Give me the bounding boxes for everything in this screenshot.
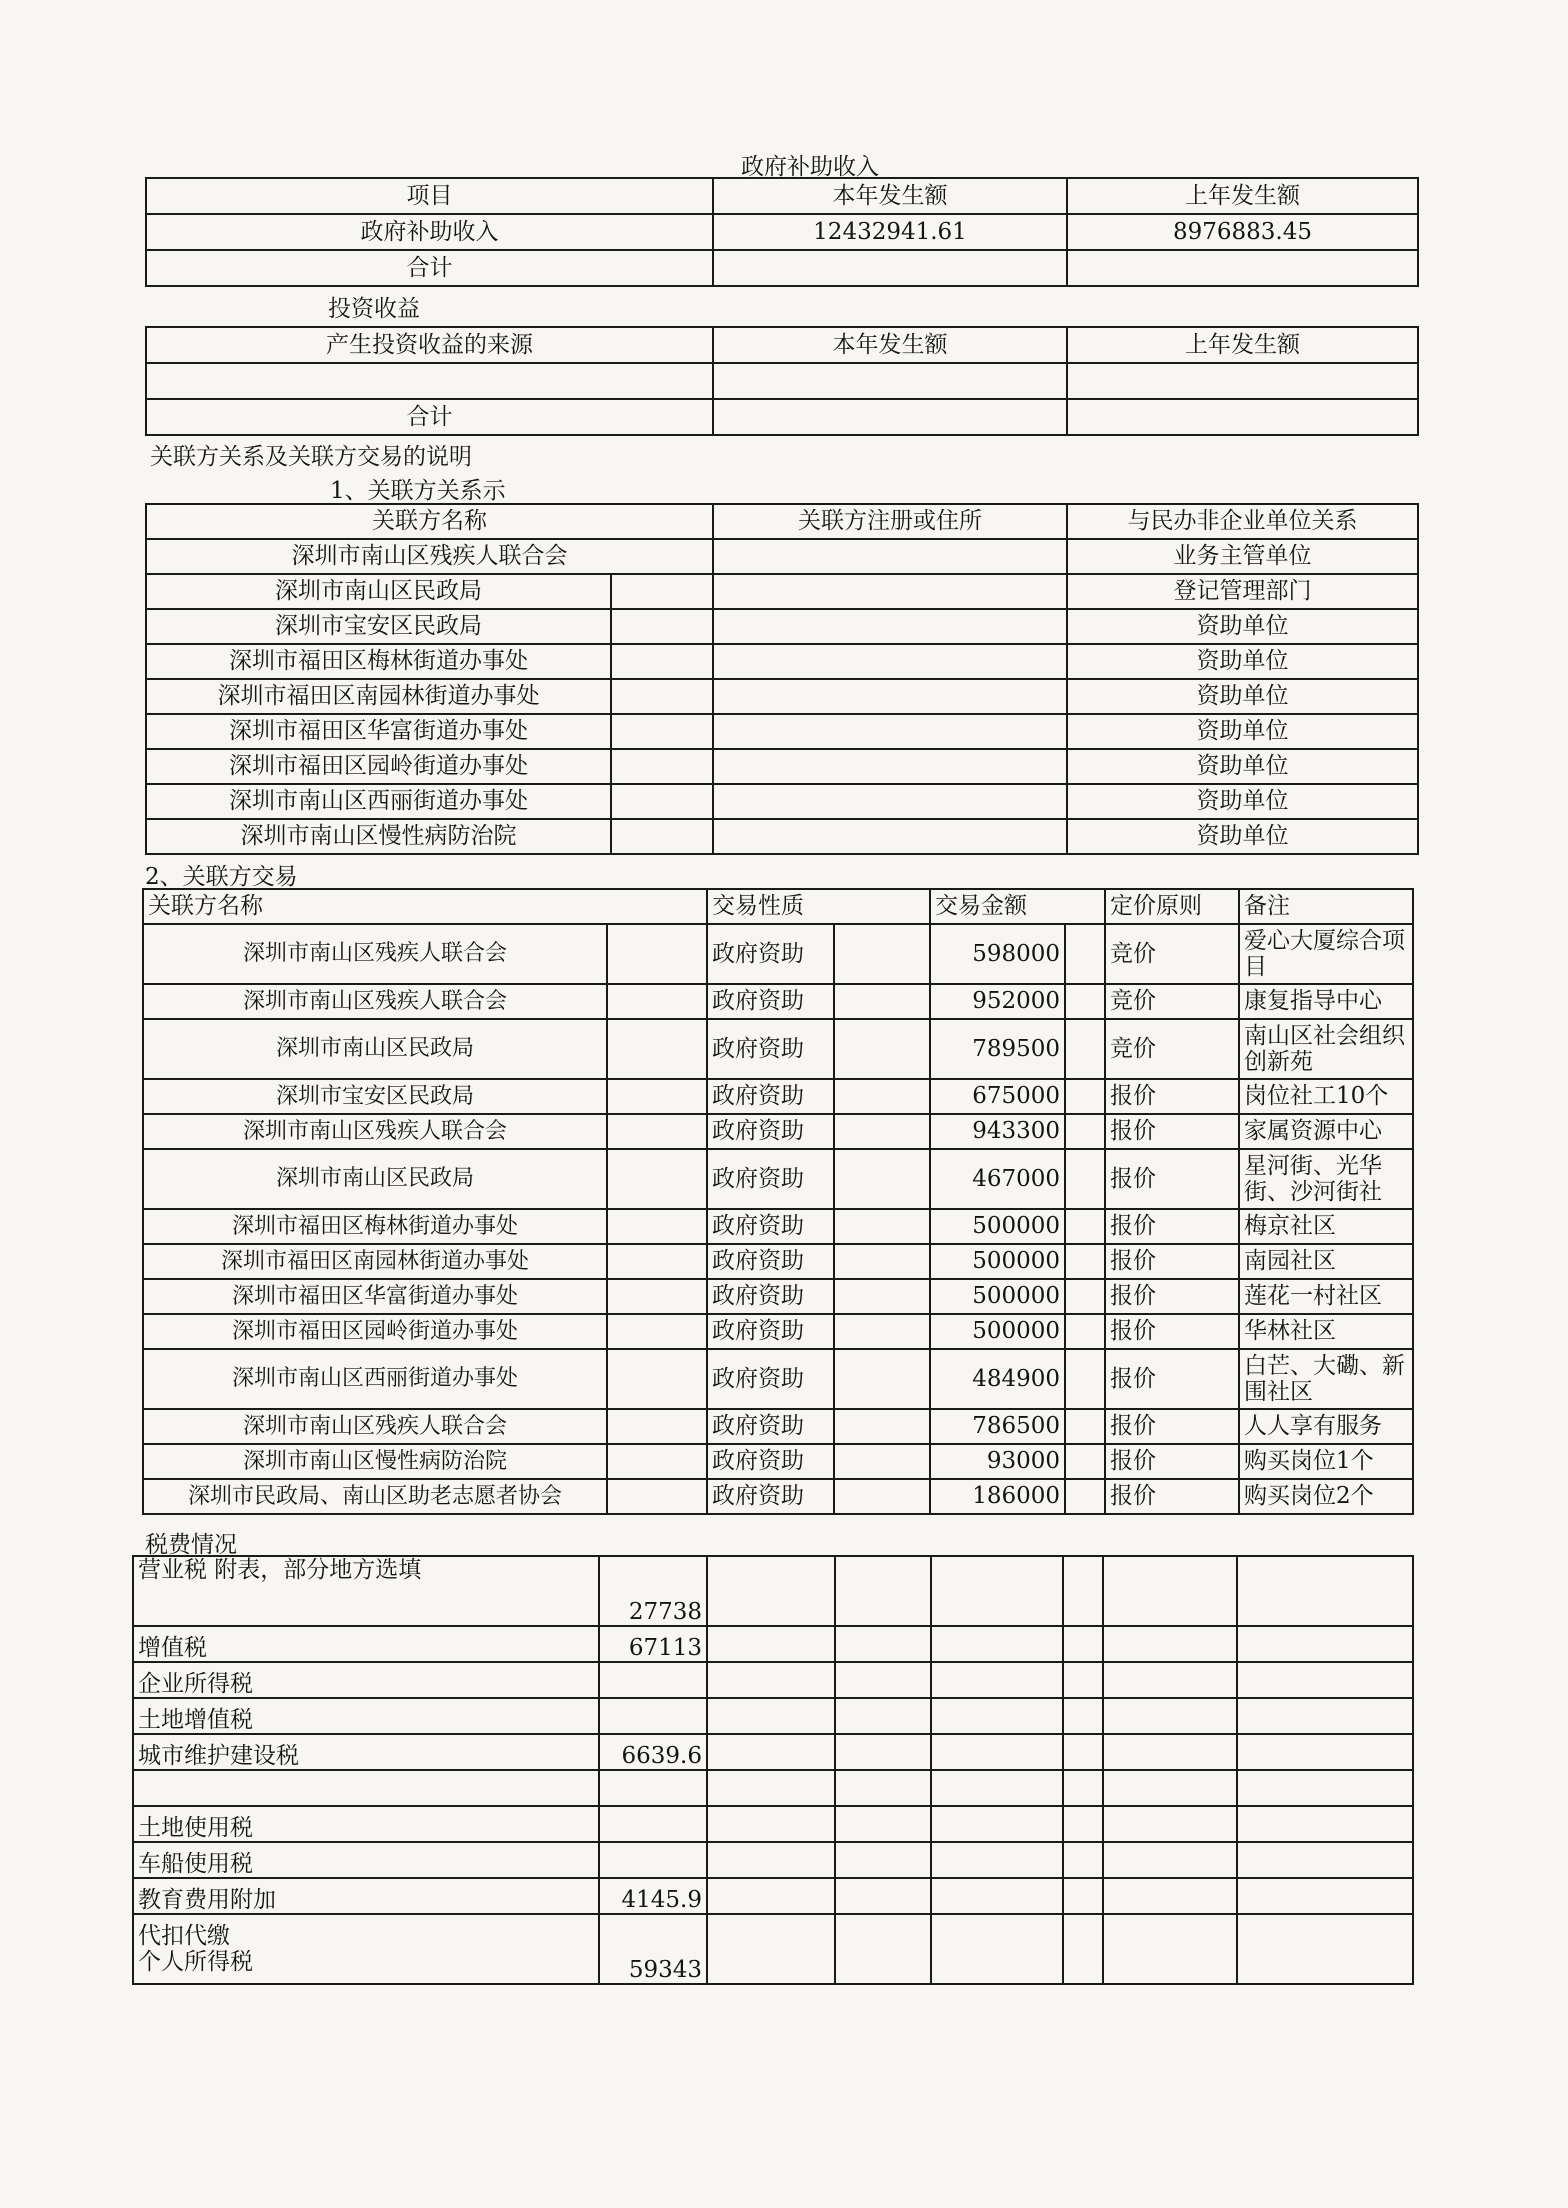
tax-blank <box>1237 1878 1413 1914</box>
tax-blank <box>1237 1914 1413 1984</box>
taxes-table <box>132 1555 1414 1985</box>
tx-blank <box>834 1114 930 1149</box>
tx-note: 南山区社会组织创新苑 <box>1239 1019 1413 1079</box>
tax-blank <box>1237 1734 1413 1770</box>
tx-nature: 政府资助 <box>707 1209 834 1244</box>
tx-name: 深圳市南山区慢性病防治院 <box>143 1444 607 1479</box>
tx-pricing: 报价 <box>1105 1279 1239 1314</box>
investment-total-previous <box>1067 399 1418 435</box>
transactions-body <box>143 924 1413 1514</box>
tx-blank <box>607 1149 707 1209</box>
tx-amount: 467000 <box>930 1149 1065 1209</box>
tax-blank <box>1103 1878 1237 1914</box>
tx-name: 深圳市福田区南园林街道办事处 <box>143 1244 607 1279</box>
rp-address <box>713 574 1067 609</box>
tx-blank <box>607 924 707 984</box>
header-previous-year: 上年发生额 <box>1067 178 1418 214</box>
tx-nature: 政府资助 <box>707 1479 834 1514</box>
tx-blank <box>607 1444 707 1479</box>
tx-blank <box>834 1244 930 1279</box>
tax-blank <box>835 1626 931 1662</box>
investment-title: 投资收益 <box>328 296 420 322</box>
tax-blank <box>1103 1842 1237 1878</box>
tx-blank <box>1065 1209 1105 1244</box>
tax-blank <box>1103 1698 1237 1734</box>
tax-blank <box>707 1626 835 1662</box>
subsidy-previous-amount: 8976883.45 <box>1067 214 1418 250</box>
rp-name: 深圳市宝安区民政局 <box>146 609 611 644</box>
tx-name: 深圳市福田区梅林街道办事处 <box>143 1209 607 1244</box>
tax-blank <box>931 1698 1063 1734</box>
tax-row <box>133 1626 1413 1662</box>
transactions-title: 2、关联方交易 <box>145 864 298 890</box>
related-intro: 关联方关系及关联方交易的说明 <box>150 444 472 470</box>
tax-blank <box>707 1770 835 1806</box>
tax-amount: 59343 <box>599 1914 707 1984</box>
rp-name: 深圳市福田区华富街道办事处 <box>146 714 611 749</box>
tax-blank <box>931 1806 1063 1842</box>
investment-total-label: 合计 <box>146 399 713 435</box>
tx-blank <box>607 1079 707 1114</box>
rp-header-address: 关联方注册或住所 <box>713 504 1067 539</box>
subsidy-total-previous <box>1067 250 1418 286</box>
tx-blank <box>834 984 930 1019</box>
tx-blank <box>834 1444 930 1479</box>
tx-pricing: 竞价 <box>1105 984 1239 1019</box>
gov-subsidy-title: 政府补助收入 <box>741 154 879 180</box>
tx-note: 白芒、大磡、新围社区 <box>1239 1349 1413 1409</box>
tax-blank <box>1237 1806 1413 1842</box>
subsidy-current-amount: 12432941.61 <box>713 214 1067 250</box>
tax-blank <box>931 1770 1063 1806</box>
investment-header-source: 产生投资收益的来源 <box>146 327 713 363</box>
tax-amount <box>599 1770 707 1806</box>
tax-blank <box>1063 1878 1103 1914</box>
tax-blank <box>707 1842 835 1878</box>
tax-blank <box>707 1698 835 1734</box>
tx-amount: 786500 <box>930 1409 1065 1444</box>
tx-nature: 政府资助 <box>707 1079 834 1114</box>
rp-relation: 资助单位 <box>1067 784 1418 819</box>
tx-pricing: 报价 <box>1105 1079 1239 1114</box>
tx-nature: 政府资助 <box>707 1149 834 1209</box>
rp-blank <box>611 784 713 819</box>
tx-blank <box>1065 1314 1105 1349</box>
tx-note: 购买岗位1个 <box>1239 1444 1413 1479</box>
rp-relation: 资助单位 <box>1067 679 1418 714</box>
tx-row <box>143 1244 1413 1279</box>
tx-amount: 93000 <box>930 1444 1065 1479</box>
tax-name: 车船使用税 <box>133 1842 599 1878</box>
tx-note: 南园社区 <box>1239 1244 1413 1279</box>
tx-blank <box>1065 1279 1105 1314</box>
tax-blank <box>1237 1842 1413 1878</box>
tx-blank <box>834 1019 930 1079</box>
investment-empty-cell <box>713 363 1067 399</box>
tx-row <box>143 1114 1413 1149</box>
rp-relation: 业务主管单位 <box>1067 539 1418 574</box>
tx-blank <box>1065 1479 1105 1514</box>
tx-amount: 186000 <box>930 1479 1065 1514</box>
tx-header-name: 关联方名称 <box>143 889 707 924</box>
tx-blank <box>607 1244 707 1279</box>
tax-row <box>133 1914 1413 1984</box>
tx-row <box>143 1444 1413 1479</box>
tax-blank <box>835 1734 931 1770</box>
tax-blank <box>707 1734 835 1770</box>
tax-blank <box>835 1556 931 1626</box>
tx-amount: 598000 <box>930 924 1065 984</box>
tx-row <box>143 1409 1413 1444</box>
tx-amount: 500000 <box>930 1209 1065 1244</box>
rp-relation: 资助单位 <box>1067 749 1418 784</box>
tx-name: 深圳市南山区民政局 <box>143 1019 607 1079</box>
tax-blank <box>1063 1734 1103 1770</box>
tx-blank <box>607 1479 707 1514</box>
header-current-year: 本年发生额 <box>713 178 1067 214</box>
tax-blank <box>835 1878 931 1914</box>
rp-relation: 资助单位 <box>1067 644 1418 679</box>
tx-blank <box>1065 984 1105 1019</box>
tax-blank <box>931 1914 1063 1984</box>
tax-blank <box>1103 1662 1237 1698</box>
tx-blank <box>834 1209 930 1244</box>
tx-row <box>143 1019 1413 1079</box>
rp-address <box>713 679 1067 714</box>
tx-header-nature: 交易性质 <box>707 889 930 924</box>
tax-amount: 67113 <box>599 1626 707 1662</box>
tx-header-amount: 交易金额 <box>930 889 1105 924</box>
tx-name: 深圳市南山区残疾人联合会 <box>143 984 607 1019</box>
rp-name: 深圳市南山区民政局 <box>146 574 611 609</box>
tx-amount: 943300 <box>930 1114 1065 1149</box>
tx-pricing: 报价 <box>1105 1149 1239 1209</box>
tx-nature: 政府资助 <box>707 1019 834 1079</box>
tax-row <box>133 1878 1413 1914</box>
tx-blank <box>834 1314 930 1349</box>
tx-amount: 500000 <box>930 1279 1065 1314</box>
tax-row <box>133 1734 1413 1770</box>
tx-nature: 政府资助 <box>707 924 834 984</box>
rp-blank <box>611 819 713 854</box>
tx-name: 深圳市福田区华富街道办事处 <box>143 1279 607 1314</box>
tx-nature: 政府资助 <box>707 1279 834 1314</box>
rp-relation: 登记管理部门 <box>1067 574 1418 609</box>
rp-address <box>713 819 1067 854</box>
header-item: 项目 <box>146 178 713 214</box>
rp-name: 深圳市福田区梅林街道办事处 <box>146 644 611 679</box>
tax-name <box>133 1770 599 1806</box>
tax-name: 增值税 <box>133 1626 599 1662</box>
tax-blank <box>931 1556 1063 1626</box>
tx-nature: 政府资助 <box>707 1349 834 1409</box>
tax-blank <box>1063 1626 1103 1662</box>
rp-blank <box>611 644 713 679</box>
tax-blank <box>1063 1770 1103 1806</box>
tax-blank <box>835 1770 931 1806</box>
tax-blank <box>1063 1914 1103 1984</box>
tax-blank <box>1237 1626 1413 1662</box>
tx-pricing: 报价 <box>1105 1244 1239 1279</box>
tx-amount: 952000 <box>930 984 1065 1019</box>
tax-row <box>133 1842 1413 1878</box>
rp-name: 深圳市福田区南园林街道办事处 <box>146 679 611 714</box>
tx-blank <box>1065 1019 1105 1079</box>
tax-name: 土地增值税 <box>133 1698 599 1734</box>
subsidy-total-current <box>713 250 1067 286</box>
taxes-body <box>133 1556 1413 1984</box>
tx-note: 人人享有服务 <box>1239 1409 1413 1444</box>
tax-blank <box>931 1734 1063 1770</box>
tax-blank <box>707 1914 835 1984</box>
related-parties-title: 1、关联方关系示 <box>330 478 506 504</box>
tx-amount: 789500 <box>930 1019 1065 1079</box>
tx-nature: 政府资助 <box>707 1114 834 1149</box>
tx-name: 深圳市民政局、南山区助老志愿者协会 <box>143 1479 607 1514</box>
tx-pricing: 报价 <box>1105 1479 1239 1514</box>
tax-amount: 27738 <box>599 1556 707 1626</box>
tx-note: 岗位社工10个 <box>1239 1079 1413 1114</box>
tx-note: 梅京社区 <box>1239 1209 1413 1244</box>
rp-header-relation: 与民办非企业单位关系 <box>1067 504 1418 539</box>
tx-blank <box>834 1079 930 1114</box>
tax-amount <box>599 1698 707 1734</box>
tx-nature: 政府资助 <box>707 1444 834 1479</box>
tax-blank <box>707 1878 835 1914</box>
tax-blank <box>1103 1626 1237 1662</box>
tx-blank <box>834 1479 930 1514</box>
tax-blank <box>931 1878 1063 1914</box>
tax-blank <box>931 1626 1063 1662</box>
tx-blank <box>1065 1114 1105 1149</box>
tx-name: 深圳市南山区民政局 <box>143 1149 607 1209</box>
tx-note: 康复指导中心 <box>1239 984 1413 1019</box>
tx-pricing: 报价 <box>1105 1349 1239 1409</box>
tax-name: 营业税 附表，部分地方选填 <box>133 1556 599 1626</box>
tx-row <box>143 924 1413 984</box>
rp-relation: 资助单位 <box>1067 609 1418 644</box>
tx-blank <box>1065 1149 1105 1209</box>
rp-name: 深圳市南山区慢性病防治院 <box>146 819 611 854</box>
tax-blank <box>1063 1842 1103 1878</box>
tx-row <box>143 1279 1413 1314</box>
investment-header-previous: 上年发生额 <box>1067 327 1418 363</box>
tax-blank <box>835 1662 931 1698</box>
tax-name: 城市维护建设税 <box>133 1734 599 1770</box>
tax-blank <box>707 1806 835 1842</box>
tax-blank <box>1237 1662 1413 1698</box>
transactions-table <box>142 888 1414 1515</box>
tx-amount: 484900 <box>930 1349 1065 1409</box>
tx-blank <box>834 1279 930 1314</box>
tx-pricing: 报价 <box>1105 1209 1239 1244</box>
tax-blank <box>1103 1556 1237 1626</box>
tax-blank <box>1103 1914 1237 1984</box>
investment-table <box>145 326 1419 436</box>
tx-row <box>143 984 1413 1019</box>
tax-blank <box>1063 1806 1103 1842</box>
tx-blank <box>607 1409 707 1444</box>
tx-note: 华林社区 <box>1239 1314 1413 1349</box>
tax-amount: 6639.6 <box>599 1734 707 1770</box>
tx-blank <box>834 1149 930 1209</box>
rp-name: 深圳市南山区残疾人联合会 <box>146 539 713 574</box>
tx-blank <box>1065 1444 1105 1479</box>
tax-name: 教育费用附加 <box>133 1878 599 1914</box>
tx-nature: 政府资助 <box>707 984 834 1019</box>
rp-blank <box>611 679 713 714</box>
tx-blank <box>1065 924 1105 984</box>
rp-name: 深圳市福田区园岭街道办事处 <box>146 749 611 784</box>
tx-amount: 500000 <box>930 1314 1065 1349</box>
tax-blank <box>1103 1806 1237 1842</box>
tx-nature: 政府资助 <box>707 1409 834 1444</box>
tax-amount: 4145.9 <box>599 1878 707 1914</box>
rp-address <box>713 749 1067 784</box>
tax-blank <box>835 1842 931 1878</box>
tx-note: 莲花一村社区 <box>1239 1279 1413 1314</box>
tx-row <box>143 1149 1413 1209</box>
tx-blank <box>1065 1079 1105 1114</box>
tax-blank <box>1063 1556 1103 1626</box>
tax-blank <box>1237 1698 1413 1734</box>
tx-nature: 政府资助 <box>707 1244 834 1279</box>
tx-header-note: 备注 <box>1239 889 1413 924</box>
tx-row <box>143 1479 1413 1514</box>
rp-address <box>713 539 1067 574</box>
investment-empty-cell <box>1067 363 1418 399</box>
tax-name: 企业所得税 <box>133 1662 599 1698</box>
rp-relation: 资助单位 <box>1067 819 1418 854</box>
tx-blank <box>1065 1349 1105 1409</box>
tx-blank <box>607 984 707 1019</box>
tax-row <box>133 1770 1413 1806</box>
investment-empty-cell <box>146 363 713 399</box>
tx-blank <box>607 1349 707 1409</box>
tx-name: 深圳市南山区残疾人联合会 <box>143 1409 607 1444</box>
tax-blank <box>931 1662 1063 1698</box>
tx-row <box>143 1314 1413 1349</box>
tx-note: 星河街、光华街、沙河街社 <box>1239 1149 1413 1209</box>
rp-address <box>713 609 1067 644</box>
tx-pricing: 报价 <box>1105 1114 1239 1149</box>
tx-pricing: 竞价 <box>1105 1019 1239 1079</box>
rp-blank <box>611 609 713 644</box>
rp-blank <box>611 574 713 609</box>
tx-row <box>143 1349 1413 1409</box>
tx-amount: 675000 <box>930 1079 1065 1114</box>
rp-blank <box>611 749 713 784</box>
tx-blank <box>834 924 930 984</box>
tx-name: 深圳市南山区西丽街道办事处 <box>143 1349 607 1409</box>
tx-header-pricing: 定价原则 <box>1105 889 1239 924</box>
tx-pricing: 竞价 <box>1105 924 1239 984</box>
tx-blank <box>607 1209 707 1244</box>
tx-blank <box>1065 1244 1105 1279</box>
tx-blank <box>607 1279 707 1314</box>
tax-amount <box>599 1842 707 1878</box>
tax-row <box>133 1556 1413 1626</box>
tx-note: 爱心大厦综合项目 <box>1239 924 1413 984</box>
tax-name: 代扣代缴 个人所得税 <box>133 1914 599 1984</box>
tax-blank <box>707 1556 835 1626</box>
tax-row <box>133 1698 1413 1734</box>
tax-row <box>133 1806 1413 1842</box>
tx-name: 深圳市南山区残疾人联合会 <box>143 1114 607 1149</box>
tx-name: 深圳市南山区残疾人联合会 <box>143 924 607 984</box>
tx-blank <box>607 1114 707 1149</box>
gov-subsidy-table <box>145 177 1419 287</box>
tax-blank <box>707 1662 835 1698</box>
rp-blank <box>611 714 713 749</box>
tx-note: 购买岗位2个 <box>1239 1479 1413 1514</box>
related-parties-table <box>145 503 1419 855</box>
tx-amount: 500000 <box>930 1244 1065 1279</box>
tax-blank <box>1237 1556 1413 1626</box>
rp-header-name: 关联方名称 <box>146 504 713 539</box>
tax-name: 土地使用税 <box>133 1806 599 1842</box>
rp-address <box>713 644 1067 679</box>
subsidy-row-label: 政府补助收入 <box>146 214 713 250</box>
tx-row <box>143 1209 1413 1244</box>
tx-nature: 政府资助 <box>707 1314 834 1349</box>
tx-blank <box>607 1019 707 1079</box>
tax-amount <box>599 1662 707 1698</box>
tax-blank <box>1063 1662 1103 1698</box>
tax-blank <box>835 1698 931 1734</box>
tax-row <box>133 1662 1413 1698</box>
rp-address <box>713 784 1067 819</box>
tax-blank <box>1103 1734 1237 1770</box>
rp-name: 深圳市南山区西丽街道办事处 <box>146 784 611 819</box>
tx-name: 深圳市福田区园岭街道办事处 <box>143 1314 607 1349</box>
tax-blank <box>1103 1770 1237 1806</box>
tx-pricing: 报价 <box>1105 1444 1239 1479</box>
rp-relation: 资助单位 <box>1067 714 1418 749</box>
tx-blank <box>607 1314 707 1349</box>
tx-pricing: 报价 <box>1105 1409 1239 1444</box>
tx-row <box>143 1079 1413 1114</box>
rp-address <box>713 714 1067 749</box>
taxes-title: 税费情况 <box>145 1532 237 1558</box>
tax-blank <box>1063 1698 1103 1734</box>
investment-header-current: 本年发生额 <box>713 327 1067 363</box>
tx-note: 家属资源中心 <box>1239 1114 1413 1149</box>
tx-blank <box>1065 1409 1105 1444</box>
tax-blank <box>835 1914 931 1984</box>
tx-blank <box>834 1409 930 1444</box>
tax-blank <box>1237 1770 1413 1806</box>
tx-blank <box>834 1349 930 1409</box>
tx-name: 深圳市宝安区民政局 <box>143 1079 607 1114</box>
tx-pricing: 报价 <box>1105 1314 1239 1349</box>
investment-total-current <box>713 399 1067 435</box>
tax-blank <box>931 1842 1063 1878</box>
tax-blank <box>835 1806 931 1842</box>
subsidy-total-label: 合计 <box>146 250 713 286</box>
tax-amount <box>599 1806 707 1842</box>
